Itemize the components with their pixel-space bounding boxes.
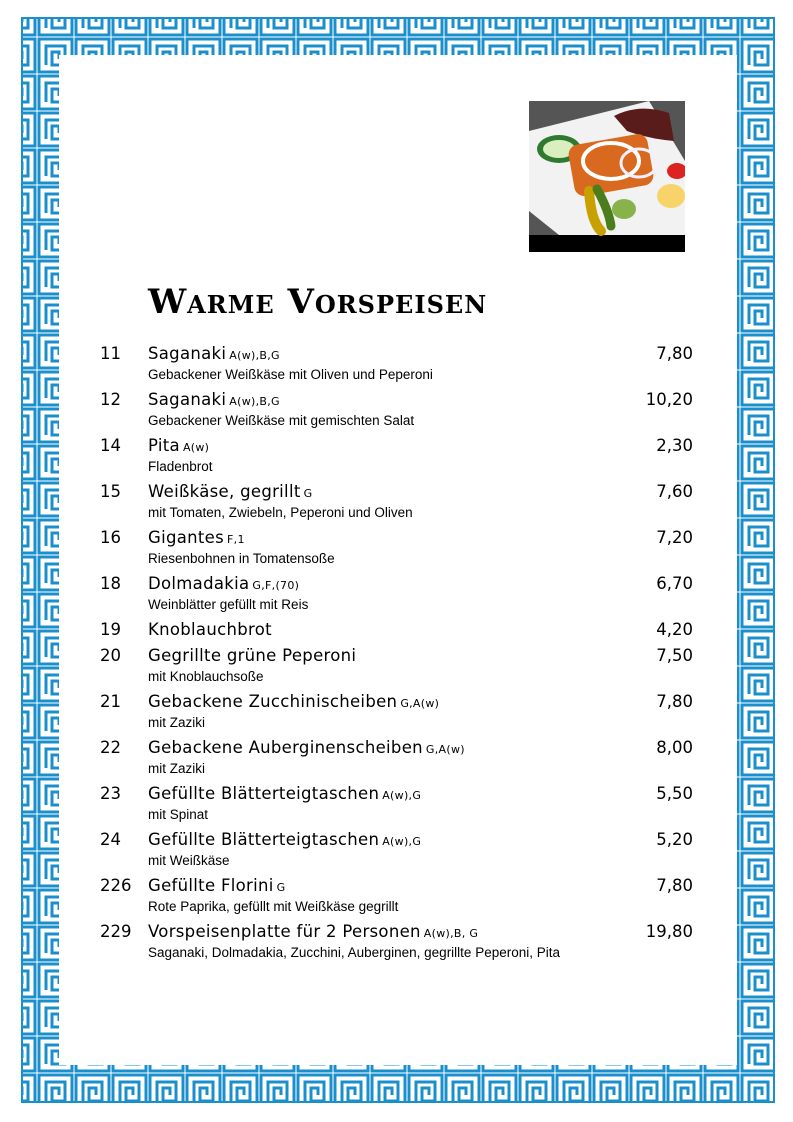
menu-item	[100, 435, 693, 477]
item-allergens: G,A(w)	[425, 743, 465, 756]
item-name-text: Dolmadakia	[148, 574, 250, 593]
item-description: Riesenbohnen in Tomatensoße	[148, 551, 335, 566]
menu-item	[100, 573, 693, 615]
item-description: Weinblätter gefüllt mit Reis	[148, 597, 309, 612]
item-name-text: Pita	[148, 436, 180, 455]
item-description: mit Tomaten, Zwiebeln, Peperoni und Oliven	[148, 505, 413, 520]
item-name	[148, 573, 299, 597]
menu-item	[100, 645, 693, 687]
item-description: mit Knoblauchsoße	[148, 669, 264, 684]
item-description: mit Spinat	[148, 807, 209, 822]
item-name	[148, 829, 421, 853]
item-allergens: G	[276, 881, 286, 894]
item-name-text: Gegrillte grüne Peperoni	[148, 646, 357, 665]
item-price: 7,20	[656, 528, 693, 547]
item-number: 24	[100, 830, 121, 849]
item-name-text: Gebackene Zucchinischeiben	[148, 692, 398, 711]
item-allergens: A(w),G	[382, 835, 422, 848]
item-name	[148, 527, 245, 551]
item-price: 2,30	[656, 436, 693, 455]
item-name-text: Gigantes	[148, 528, 225, 547]
item-description: mit Zaziki	[148, 715, 205, 730]
menu-item	[100, 481, 693, 523]
item-number: 226	[100, 876, 132, 895]
item-price: 7,80	[656, 344, 693, 363]
item-name	[148, 691, 439, 715]
item-name-text: Gefüllte Florini	[148, 876, 274, 895]
item-name	[148, 481, 312, 505]
food-photo	[529, 101, 685, 252]
menu-item	[100, 829, 693, 871]
item-description: mit Zaziki	[148, 761, 205, 776]
item-name	[148, 619, 272, 641]
item-allergens: A(w),B, G	[423, 927, 479, 940]
item-number: 11	[100, 344, 121, 363]
menu-item	[100, 737, 693, 779]
item-allergens: G,F,(70)	[252, 579, 300, 592]
item-name-text: Vorspeisenplatte für 2 Personen	[148, 922, 421, 941]
item-name	[148, 875, 285, 899]
item-allergens: A(w)	[182, 441, 210, 454]
menu-item	[100, 619, 693, 641]
item-allergens: F,1	[227, 533, 245, 546]
item-description: Saganaki, Dolmadakia, Zucchini, Auberginen, gegrillte Peperoni, Pita	[148, 945, 560, 960]
menu-item	[100, 527, 693, 569]
item-number: 14	[100, 436, 121, 455]
item-allergens: G,A(w)	[400, 697, 440, 710]
item-price: 5,20	[656, 830, 693, 849]
item-name	[148, 737, 465, 761]
item-number: 19	[100, 620, 121, 639]
item-price: 7,50	[656, 646, 693, 665]
menu-item	[100, 875, 693, 917]
item-price: 7,80	[656, 876, 693, 895]
item-name-text: Saganaki	[148, 344, 227, 363]
item-price: 5,50	[656, 784, 693, 803]
item-name-text: Knoblauchbrot	[148, 620, 272, 639]
item-price: 19,80	[645, 922, 693, 941]
item-name	[148, 343, 280, 367]
item-number: 21	[100, 692, 121, 711]
menu-item	[100, 691, 693, 733]
menu-item	[100, 343, 693, 385]
item-number: 23	[100, 784, 121, 803]
menu-item	[100, 921, 693, 963]
item-name	[148, 435, 209, 459]
item-description: mit Weißkäse	[148, 853, 230, 868]
item-price: 10,20	[645, 390, 693, 409]
item-name	[148, 645, 356, 667]
item-price: 8,00	[656, 738, 693, 757]
item-name-text: Weißkäse, gegrillt	[148, 482, 301, 501]
item-price: 4,20	[656, 620, 693, 639]
item-name	[148, 389, 280, 413]
item-allergens: A(w),B,G	[229, 349, 280, 362]
item-price: 7,60	[656, 482, 693, 501]
item-allergens: A(w),B,G	[229, 395, 280, 408]
item-name-text: Gebackene Auberginenscheiben	[148, 738, 423, 757]
item-number: 229	[100, 922, 132, 941]
menu-item	[100, 389, 693, 431]
item-name	[148, 921, 478, 945]
section-heading: Warme Vorspeisen	[148, 282, 488, 322]
item-number: 22	[100, 738, 121, 757]
item-name-text: Gefüllte Blätterteigtaschen	[148, 830, 380, 849]
item-description: Fladenbrot	[148, 459, 213, 474]
item-price: 6,70	[656, 574, 693, 593]
item-name-text: Saganaki	[148, 390, 227, 409]
item-description: Gebackener Weißkäse mit Oliven und Peperoni	[148, 367, 433, 382]
menu-list	[100, 343, 693, 967]
item-name	[148, 783, 421, 807]
item-name-text: Gefüllte Blätterteigtaschen	[148, 784, 380, 803]
item-description: Rote Paprika, gefüllt mit Weißkäse gegrillt	[148, 899, 399, 914]
item-number: 15	[100, 482, 121, 501]
item-allergens: G	[303, 487, 313, 500]
item-number: 16	[100, 528, 121, 547]
item-allergens: A(w),G	[382, 789, 422, 802]
item-price: 7,80	[656, 692, 693, 711]
item-description: Gebackener Weißkäse mit gemischten Salat	[148, 413, 415, 428]
menu-item	[100, 783, 693, 825]
item-number: 12	[100, 390, 121, 409]
item-number: 20	[100, 646, 121, 665]
item-number: 18	[100, 574, 121, 593]
